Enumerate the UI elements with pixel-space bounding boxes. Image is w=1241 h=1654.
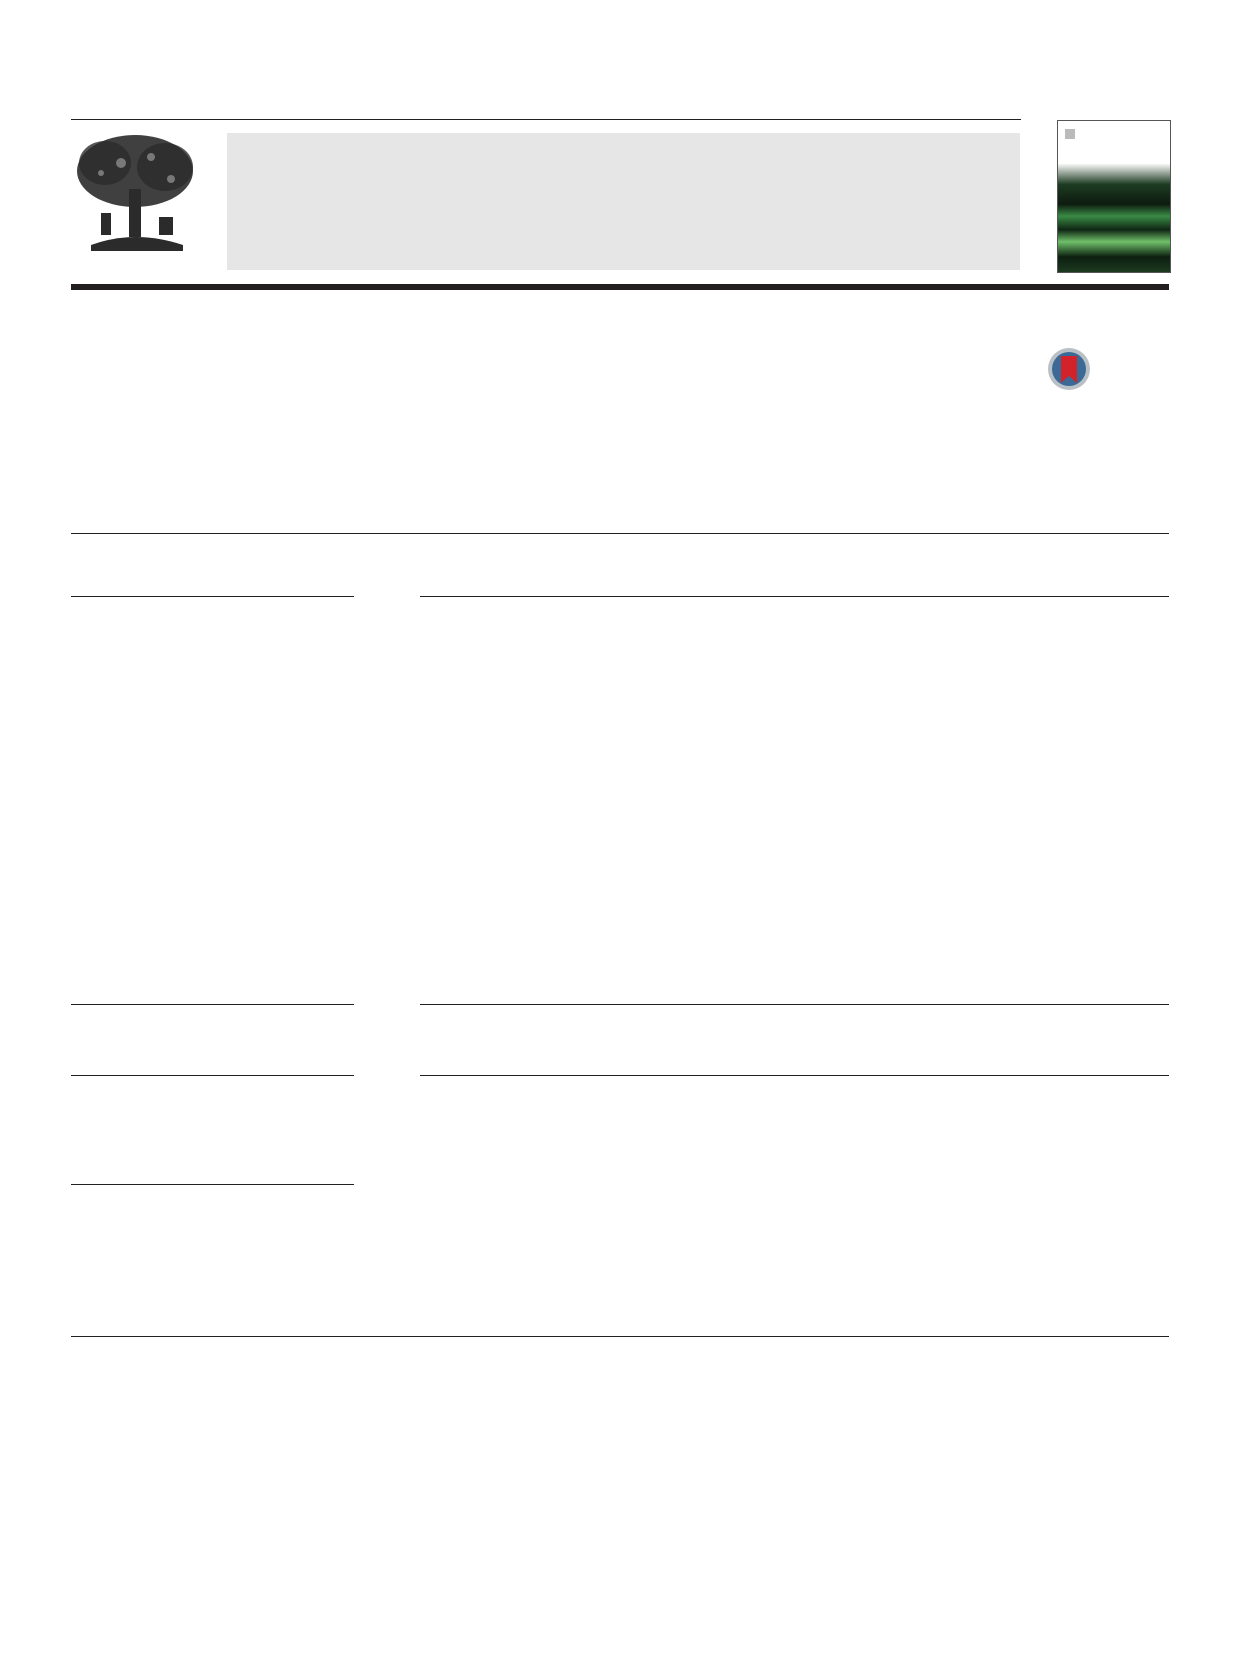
elsevier-tree-icon	[71, 133, 199, 251]
abstract-bottom-rule	[71, 1336, 1169, 1337]
elsevier-logo[interactable]	[71, 133, 199, 275]
keywords-rule	[71, 1184, 354, 1185]
crossmark-badge[interactable]	[1047, 347, 1095, 391]
dna-complex-diagram	[418, 600, 728, 890]
header-thick-rule	[71, 284, 1169, 290]
journal-banner	[227, 133, 1020, 270]
info-rule-left	[71, 1004, 354, 1005]
cover-small-logo-icon	[1065, 129, 1075, 139]
highlights-rule	[71, 596, 354, 597]
info-rule-right	[420, 1004, 1169, 1005]
header-top-rule	[71, 119, 1021, 120]
abstract-rule	[420, 1075, 1169, 1076]
journal-cover-thumbnail[interactable]	[1057, 120, 1171, 273]
crossmark-icon	[1047, 347, 1091, 391]
itc-chart	[690, 628, 1080, 898]
affiliations-rule	[71, 533, 1169, 534]
graphical-abstract-rule	[420, 596, 1169, 597]
article-info-rule	[71, 1075, 354, 1076]
